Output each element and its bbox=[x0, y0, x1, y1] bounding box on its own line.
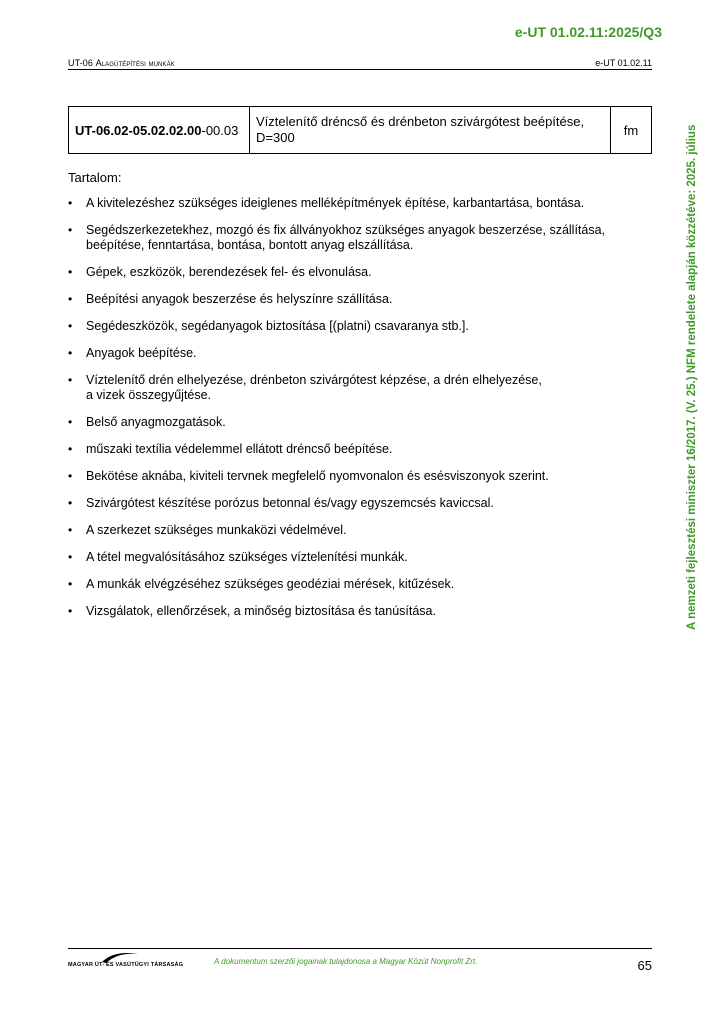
content-list-item bbox=[68, 196, 648, 211]
header-divider bbox=[68, 69, 652, 70]
content-list-item bbox=[68, 604, 648, 619]
side-note: A nemzeti fejlesztési miniszter 16/2017. (V. 25.) NFM rendelete alapján közzétéve: 2025. július bbox=[686, 124, 698, 630]
bullet-icon: • bbox=[68, 604, 73, 618]
bullet-icon: • bbox=[68, 469, 73, 483]
item-description-line-2: D=300 bbox=[256, 130, 295, 145]
content-list-item bbox=[68, 346, 648, 361]
bullet-icon: • bbox=[68, 265, 73, 279]
bullet-icon: • bbox=[68, 196, 73, 210]
item-unit: fm bbox=[611, 107, 652, 154]
header-section-title bbox=[68, 58, 175, 68]
content-item-line: Bekötése aknába, kiviteli tervnek megfelelő nyomvonalon és esésviszonyok szerint. bbox=[86, 469, 549, 483]
bullet-icon: • bbox=[68, 523, 73, 537]
content-item-line: A kivitelezéshez szükséges ideiglenes melléképítmények építése, karbantartása, bontása. bbox=[86, 196, 585, 210]
content-item-line: Szivárgótest készítése porózus betonnal és/vagy egyszemcsés kaviccsal. bbox=[86, 496, 494, 510]
header-doc-ref: e-UT 01.02.11 bbox=[595, 58, 652, 68]
item-description bbox=[250, 107, 611, 154]
bullet-icon: • bbox=[68, 292, 73, 306]
content-list-item bbox=[68, 469, 648, 484]
content-list-item bbox=[68, 496, 648, 511]
page-number: 65 bbox=[637, 958, 652, 973]
item-row bbox=[69, 107, 652, 154]
content-item-line: Víztelenítő drén elhelyezése, drénbeton szivárgótest képzése, a drén elhelyezése, bbox=[86, 373, 542, 387]
bullet-icon: • bbox=[68, 319, 73, 333]
content-list-item bbox=[68, 442, 648, 457]
content-item-line: Belső anyagmozgatások. bbox=[86, 415, 226, 429]
footer-divider bbox=[68, 948, 652, 949]
content-item-line: Beépítési anyagok beszerzése és helyszínre szállítása. bbox=[86, 292, 393, 306]
bullet-icon: • bbox=[68, 550, 73, 564]
content-item-line: Anyagok beépítése. bbox=[86, 346, 197, 360]
content-item-line: Gépek, eszközök, berendezések fel- és elvonulása. bbox=[86, 265, 372, 279]
header-section-name: Alagútépítési munkák bbox=[95, 58, 175, 68]
content-list-item bbox=[68, 523, 648, 538]
content-list-item bbox=[68, 373, 648, 403]
item-description-line-1: Víztelenítő dréncső és drénbeton szivárgótest beépítése, bbox=[256, 114, 585, 129]
footer-copyright: A dokumentum szerzői jogainak tulajdonosa a Magyar Közút Nonprofit Zrt. bbox=[214, 957, 478, 966]
content-label: Tartalom: bbox=[68, 170, 122, 185]
content-item-line: Segédeszközök, segédanyagok biztosítása [(platni) csavaranya stb.]. bbox=[86, 319, 469, 333]
bullet-icon: • bbox=[68, 373, 73, 387]
content-list-item bbox=[68, 577, 648, 592]
content-item-line: a vizek összegyűjtése. bbox=[86, 388, 212, 402]
content-item-line: műszaki textília védelemmel ellátott dréncső beépítése. bbox=[86, 442, 393, 456]
item-code bbox=[69, 107, 250, 154]
content-item-line: A szerkezet szükséges munkaközi védelmével. bbox=[86, 523, 347, 537]
content-item-line: Vizsgálatok, ellenőrzések, a minőség biztosítása és tanúsítása. bbox=[86, 604, 436, 618]
bullet-icon: • bbox=[68, 346, 73, 360]
item-code-suffix: -00.03 bbox=[201, 122, 239, 138]
content-item-line: Segédszerkezetekhez, mozgó és fix állványokhoz szükséges anyagok beszerzése, szállítása, bbox=[86, 223, 606, 237]
content-list-item bbox=[68, 265, 648, 280]
content-item-line: A munkák elvégzéséhez szükséges geodéziai mérések, kitűzések. bbox=[86, 577, 455, 591]
content-list-item bbox=[68, 319, 648, 334]
content-item-line: A tétel megvalósításához szükséges víztelenítési munkák. bbox=[86, 550, 408, 564]
bullet-icon: • bbox=[68, 496, 73, 510]
content-list-item bbox=[68, 415, 648, 430]
bullet-icon: • bbox=[68, 442, 73, 456]
header-section-prefix: UT-06 bbox=[68, 58, 96, 68]
bullet-icon: • bbox=[68, 223, 73, 237]
document-code: e-UT 01.02.11:2025/Q3 bbox=[514, 24, 662, 40]
bullet-icon: • bbox=[68, 415, 73, 429]
content-list bbox=[68, 196, 648, 631]
content-list-item bbox=[68, 223, 648, 253]
item-table bbox=[68, 106, 652, 154]
content-item-line: beépítése, fenntartása, bontása, bontott anyag elszállítása. bbox=[86, 238, 414, 252]
footer-logo bbox=[68, 950, 168, 972]
content-list-item bbox=[68, 292, 648, 307]
content-list-item bbox=[68, 550, 648, 565]
item-code-main: UT-06.02-05.02.02.00 bbox=[75, 122, 202, 138]
footer-logo-text: MAGYAR ÚT- ÉS VASÚTÜGYI TÁRSASÁG bbox=[68, 962, 184, 968]
bullet-icon: • bbox=[68, 577, 73, 591]
